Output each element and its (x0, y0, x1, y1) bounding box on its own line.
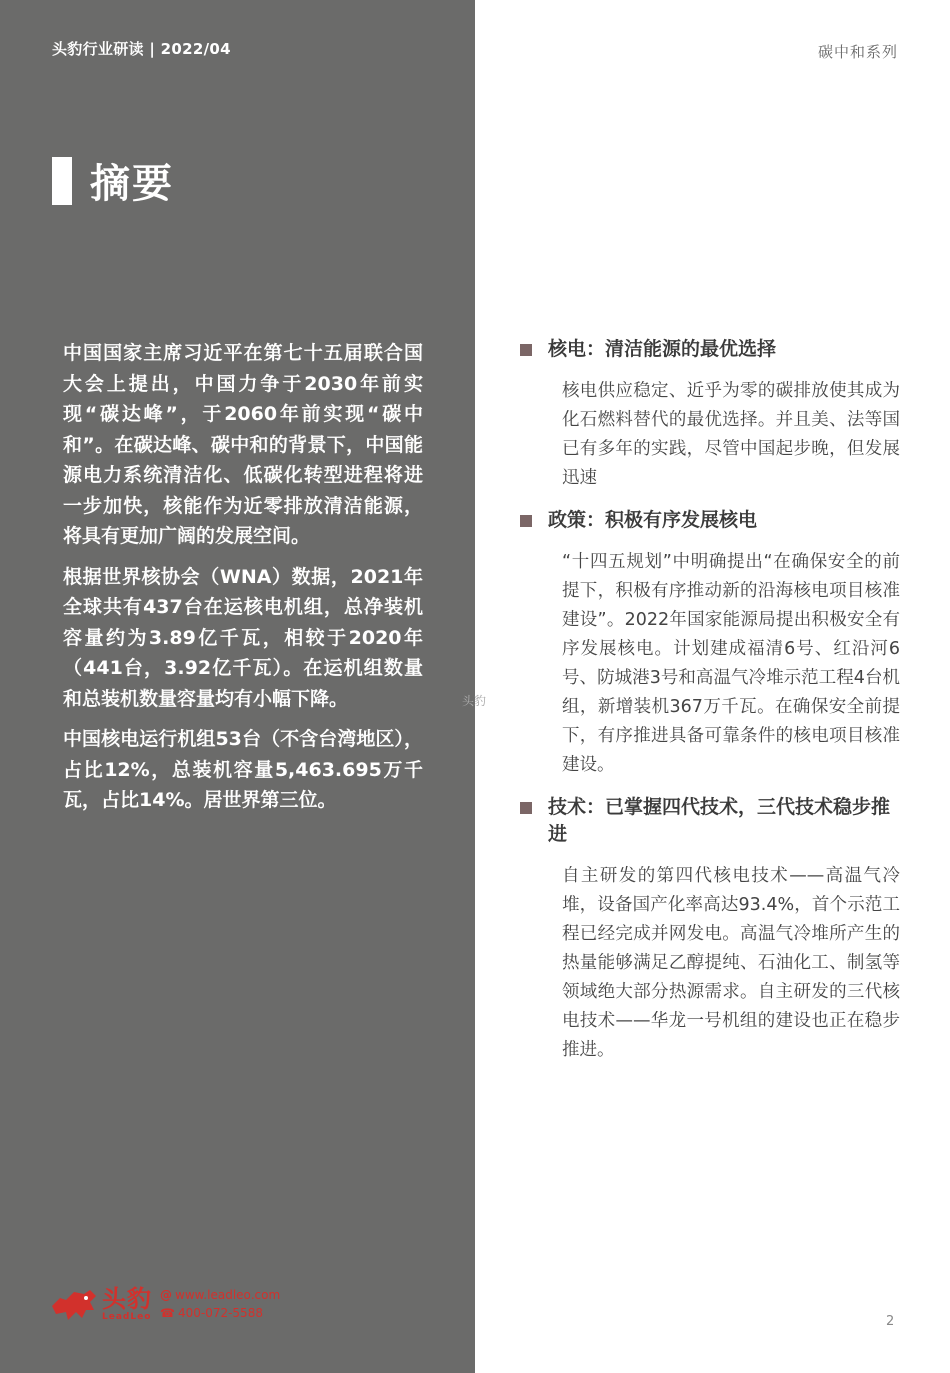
report-header-label: 头豹行业研读 | 2022/04 (52, 40, 231, 58)
section-body: “十四五规划”中明确提出“在确保安全的前提下，积极有序推动新的沿海核电项目核准建设”。2022年国家能源局提出积极安全有序发展核电。计划建成福清6号、红沿河6号、防城港3号和高温气冷堆示范工程4台机组，新增装机367万千瓦。在确保安全前提下，有序推进具备可靠条件的核电项目核准建设。 (562, 552, 900, 775)
series-label: 碳中和系列 (817, 43, 898, 61)
brand-footer (50, 1284, 280, 1324)
phone-icon: ☎ (160, 1306, 175, 1320)
key-points (520, 336, 900, 1079)
section-policy (520, 507, 900, 780)
leopard-logo-icon (50, 1284, 98, 1324)
summary-text (63, 338, 423, 826)
square-bullet-icon (520, 344, 532, 356)
section-nuclear (520, 336, 900, 493)
page-title-block (52, 152, 174, 209)
logo-wordmark-en: LeadLeo (102, 1312, 152, 1322)
page-title: 摘要 (90, 161, 174, 207)
at-icon: @ (160, 1288, 172, 1302)
section-heading: 技术：已掌握四代技术，三代技术稳步推进 (548, 796, 891, 845)
section-body: 核电供应稳定、近乎为零的碳排放使其成为化石燃料替代的最优选择。并且美、法等国已有多年的实践，尽管中国起步晚，但发展迅速 (562, 381, 900, 488)
summary-paragraph-1: 中国国家主席习近平在第七十五届联合国大会上提出，中国力争于2030年前实现“碳达峰”，于2060年前实现“碳中和”。在碳达峰、碳中和的背景下，中国能源电力系统清洁化、低碳化转型进程将进一步加快，核能作为近零排放清洁能源，将具有更加广阔的发展空间。 (63, 342, 423, 547)
section-technology (520, 794, 900, 1065)
page-number: 2 (886, 1314, 895, 1329)
title-bar-icon (52, 157, 72, 205)
section-body: 自主研发的第四代核电技术——高温气冷堆，设备国产化率高达93.4%，首个示范工程已经完成并网发电。高温气冷堆所产生的热量能够满足乙醇提纯、石油化工、制氢等领域绝大部分热源需求。自主研发的三代核电技术——华龙一号机组的建设也正在稳步推进。 (562, 866, 900, 1060)
section-heading: 政策：积极有序发展核电 (548, 509, 758, 531)
phone-number: 400-072-5588 (177, 1306, 263, 1320)
square-bullet-icon (520, 515, 532, 527)
square-bullet-icon (520, 802, 532, 814)
summary-paragraph-3: 中国核电运行机组53台（不含台湾地区），占比12%，总装机容量5,463.695万千瓦，占比14%。居世界第三位。 (63, 728, 423, 811)
summary-paragraph-2: 根据世界核协会（WNA）数据，2021年全球共有437台在运核电机组，总净装机容量约为3.89亿千瓦，相较于2020年（441台，3.92亿千瓦）。在运机组数量和总装机数量容量均有小幅下降。 (63, 565, 423, 710)
website-link[interactable]: www.leadleo.com (175, 1288, 281, 1302)
watermark: 头豹 (462, 694, 487, 708)
logo-wordmark: 头豹 (102, 1285, 152, 1313)
section-heading: 核电：清洁能源的最优选择 (548, 338, 777, 360)
contact-info (160, 1286, 280, 1322)
